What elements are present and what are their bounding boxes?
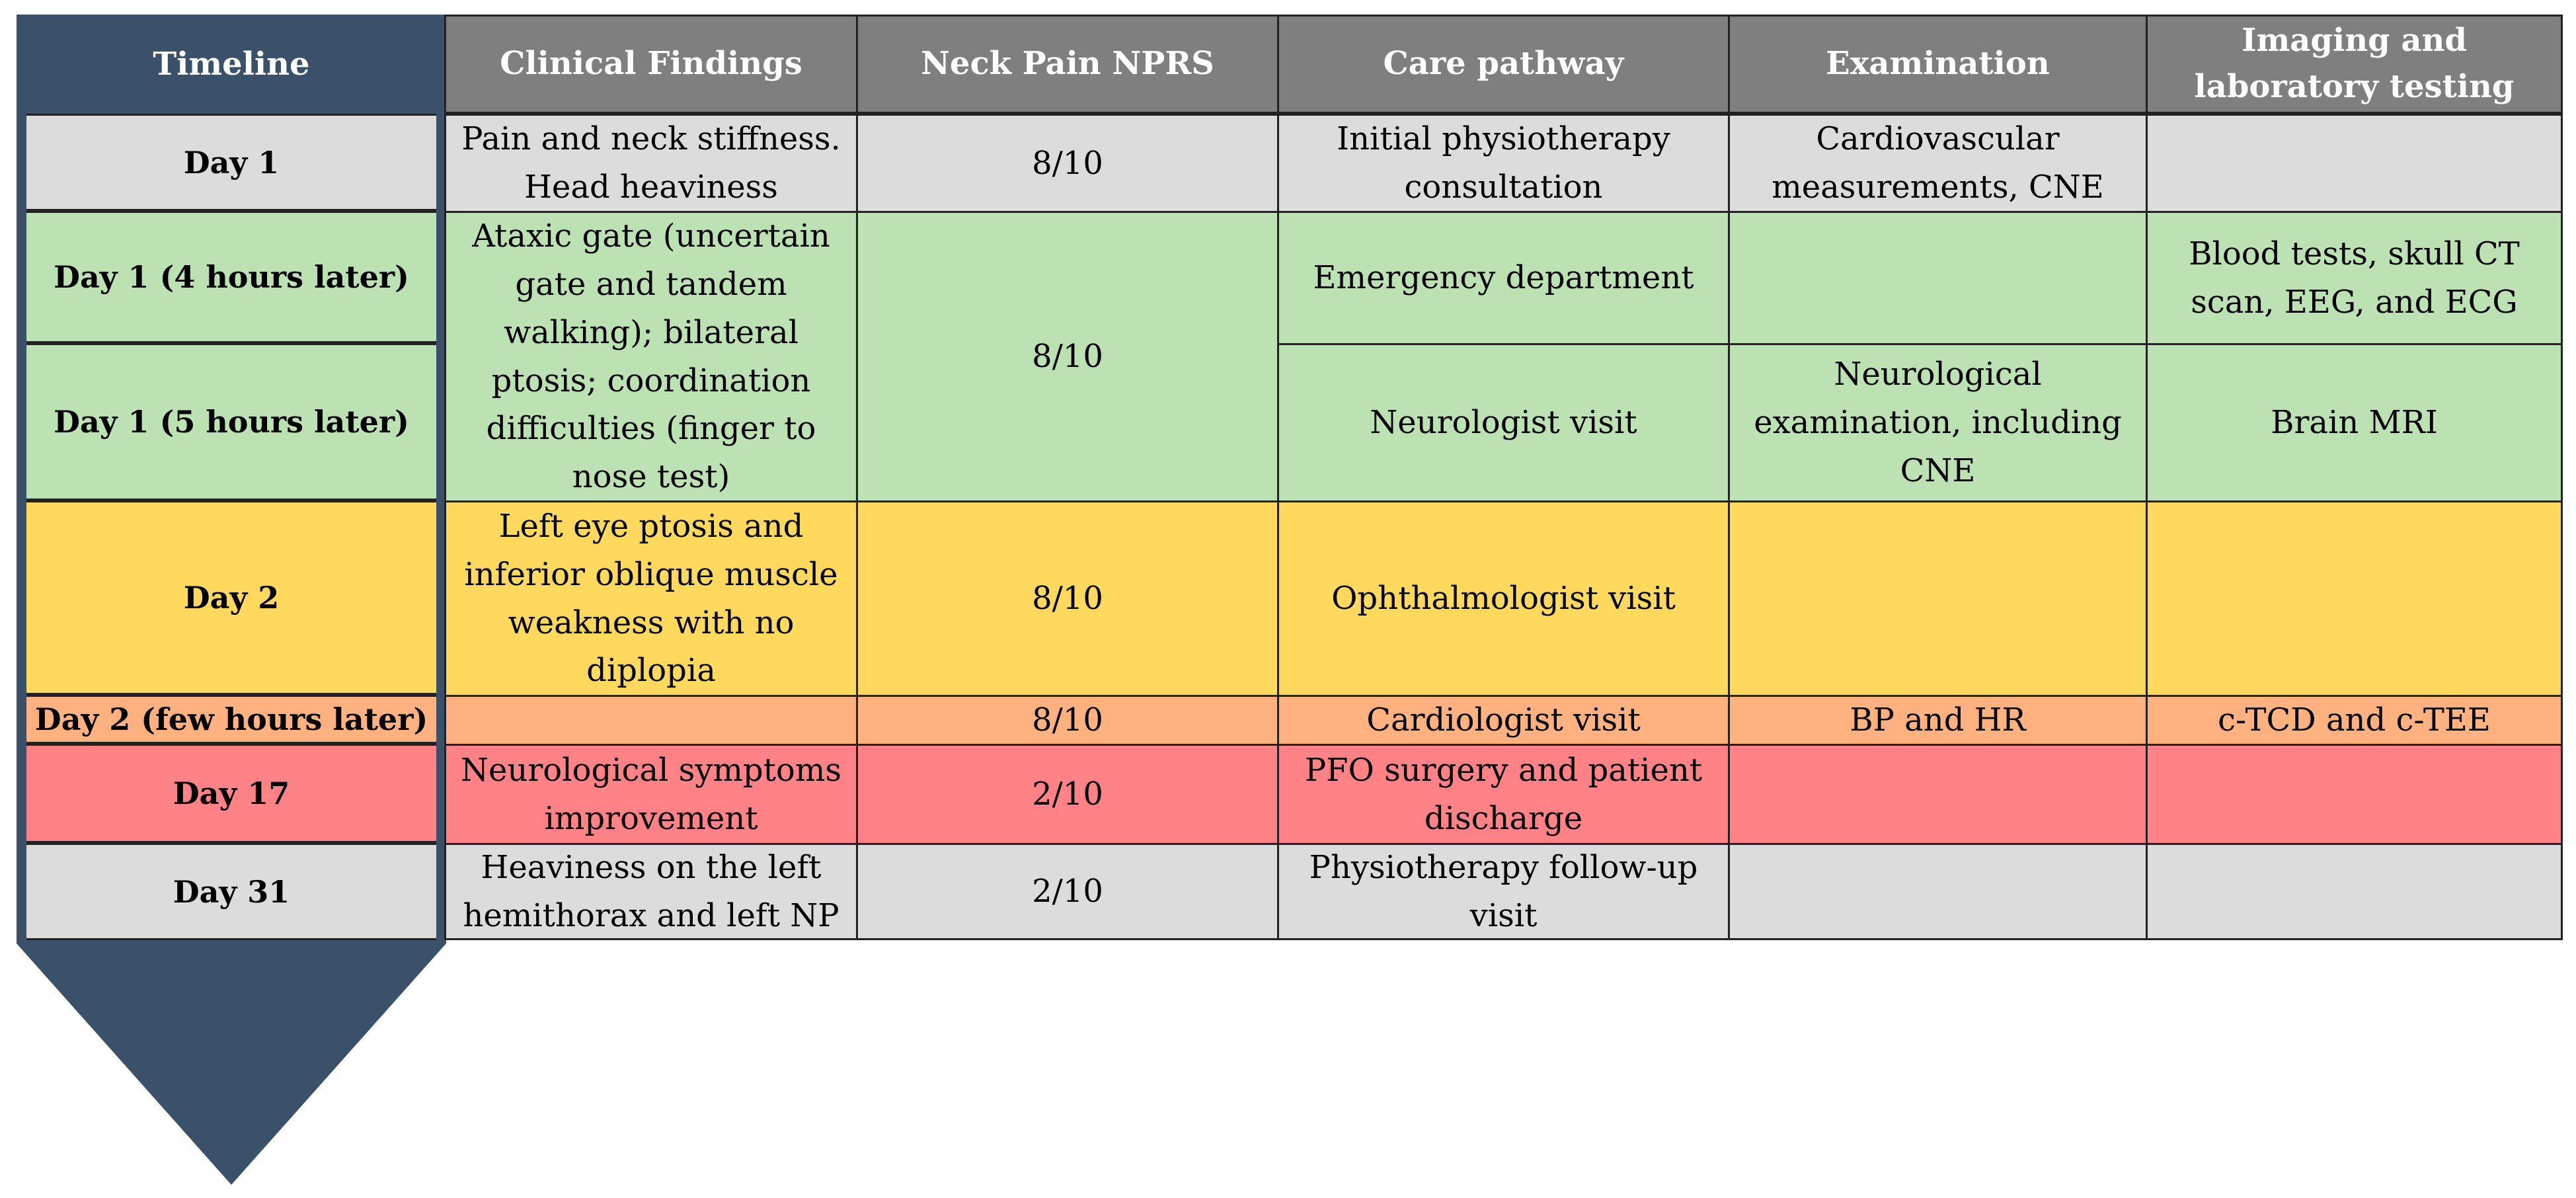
row-label-day17: Day 17 <box>26 744 436 843</box>
cell-day31-imaging <box>2146 843 2563 940</box>
cell-day31-nprs: 2/10 <box>856 843 1279 940</box>
cell-day31-care: Physiotherapy follow-up visit <box>1277 843 1730 940</box>
row-label-day1: Day 1 <box>26 114 436 211</box>
header-timeline: Timeline <box>153 46 310 83</box>
cell-day2-few-clinical <box>444 695 858 746</box>
cell-day1-4h-exam <box>1728 211 2148 345</box>
cell-day17-nprs: 2/10 <box>856 744 1279 845</box>
cell-day2-few-imaging: c-TCD and c-TEE <box>2146 695 2563 746</box>
header-imaging-lab: Imaging and laboratory testing <box>2146 15 2563 114</box>
header-clinical-findings: Clinical Findings <box>444 15 858 114</box>
cell-day1-5h-imaging: Brain MRI <box>2146 343 2563 502</box>
row-label-day2-few-hours: Day 2 (few hours later) <box>26 695 436 744</box>
cell-day1-nprs: 8/10 <box>856 114 1279 213</box>
cell-day1-clinical: Pain and neck stiffness. Head heaviness <box>444 114 858 213</box>
cell-day1-later-nprs: 8/10 <box>856 211 1279 502</box>
cell-day2-exam <box>1728 500 2148 697</box>
cell-day1-5h-care: Neurologist visit <box>1277 343 1730 502</box>
cell-day1-4h-imaging: Blood tests, skull CT scan, EEG, and ECG <box>2146 211 2563 345</box>
cell-day17-clinical: Neurological symptoms improvement <box>444 744 858 845</box>
cell-day1-later-clinical: Ataxic gate (uncertain gate and tandem walking); bilateral ptosis; coordination difficulties (finger to nose test) <box>444 211 858 502</box>
cell-day17-exam <box>1728 744 2148 845</box>
timeline-table <box>444 15 2563 940</box>
cell-day2-care: Ophthalmologist visit <box>1277 500 1730 697</box>
cell-day2-few-nprs: 8/10 <box>856 695 1279 746</box>
cell-day2-clinical: Left eye ptosis and inferior oblique muscle weakness with no diplopia <box>444 500 858 697</box>
cell-day1-imaging <box>2146 114 2563 213</box>
row-label-day1-5h: Day 1 (5 hours later) <box>26 343 436 500</box>
row-label-day1-4h: Day 1 (4 hours later) <box>26 211 436 343</box>
cell-day17-care: PFO surgery and patient discharge <box>1277 744 1730 845</box>
cell-day1-5h-exam: Neurological examination, including CNE <box>1728 343 2148 502</box>
row-label-day31: Day 31 <box>26 843 436 940</box>
cell-day1-exam: Cardiovascular measurements, CNE <box>1728 114 2148 213</box>
cell-day1-care: Initial physiotherapy consultation <box>1277 114 1730 213</box>
cell-day2-few-exam: BP and HR <box>1728 695 2148 746</box>
cell-day31-clinical: Heaviness on the left hemithorax and left NP <box>444 843 858 940</box>
cell-day2-nprs: 8/10 <box>856 500 1279 697</box>
cell-day1-4h-care: Emergency department <box>1277 211 1730 345</box>
cell-day2-imaging <box>2146 500 2563 697</box>
row-label-day2: Day 2 <box>26 500 436 695</box>
cell-day2-few-care: Cardiologist visit <box>1277 695 1730 746</box>
header-neck-pain-nprs: Neck Pain NPRS <box>856 15 1279 114</box>
header-examination: Examination <box>1728 15 2148 114</box>
cell-day17-imaging <box>2146 744 2563 845</box>
header-care-pathway: Care pathway <box>1277 15 1730 114</box>
cell-day31-exam <box>1728 843 2148 940</box>
